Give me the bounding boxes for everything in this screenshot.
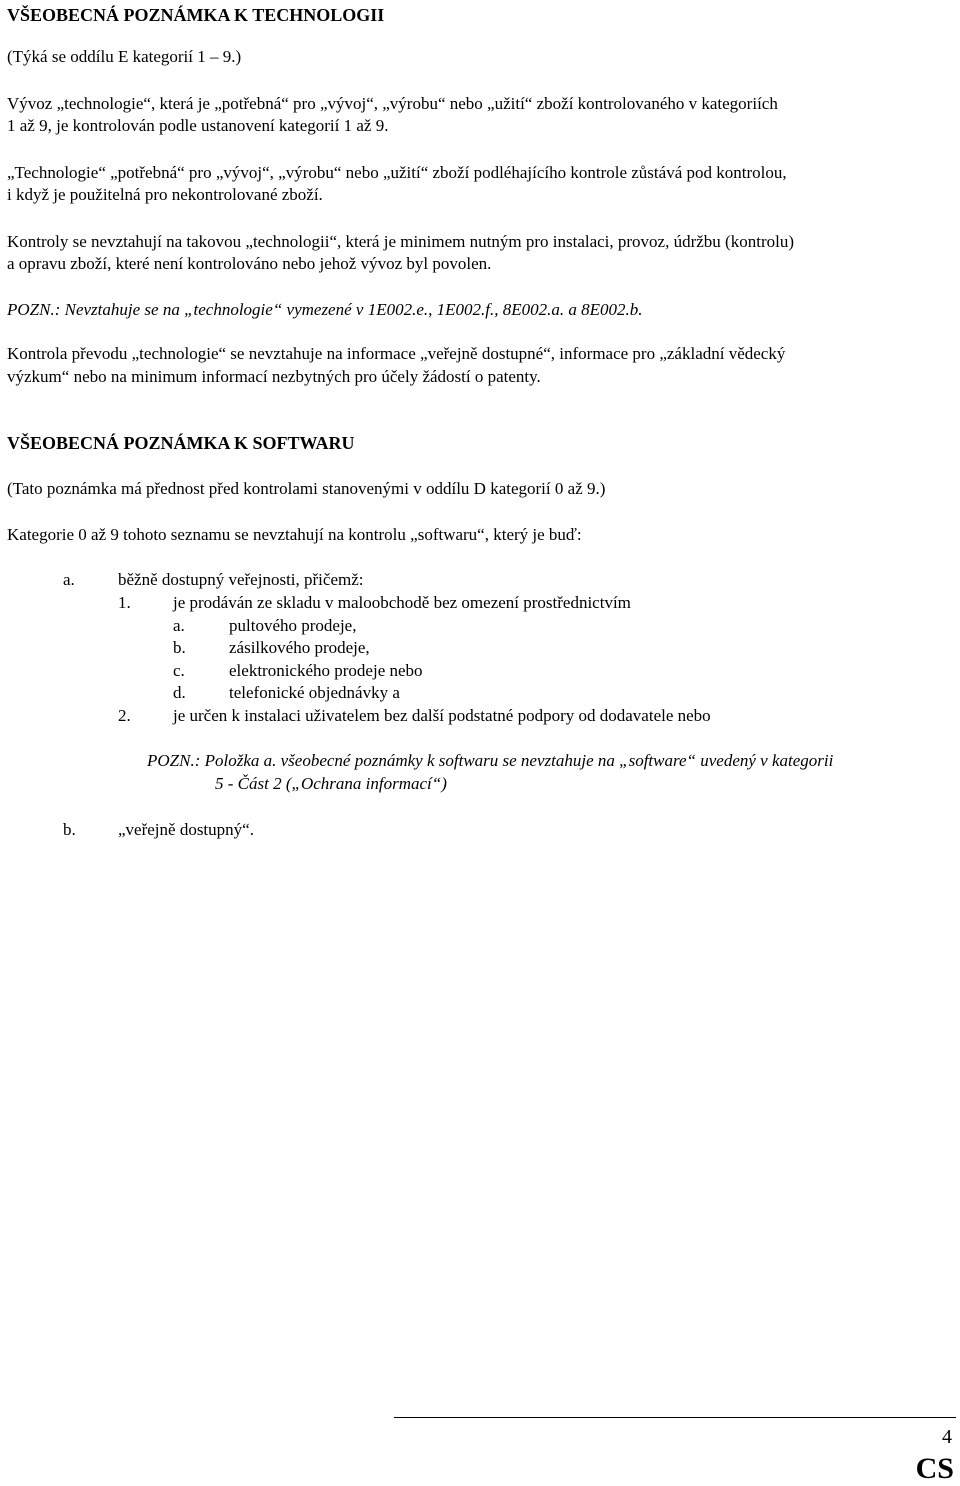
technology-paragraph-3-line-2: a opravu zboží, které není kontrolováno nebo jehož vývoz byl povolen. [7,254,492,273]
list-item-a1a-label: a. [173,616,185,635]
technology-paragraph-4-line-1: Kontrola převodu „technologie“ se nevztahuje na informace „veřejně dostupné“, informace pro „základní vědecký [7,344,786,363]
list-item-a1d-text: telefonické objednávky a [229,683,400,702]
software-note-remark-line-1: POZN.: Položka a. všeobecné poznámky k softwaru se nevztahuje na „software“ uvedený v kategorii [147,751,834,770]
footer-divider [394,1417,956,1418]
software-note-precedence: (Tato poznámka má přednost před kontrolami stanovenými v oddílu D kategorií 0 až 9.) [7,479,606,498]
list-item-a2-label: 2. [118,706,131,725]
list-item-a1b-text: zásilkového prodeje, [229,638,370,657]
list-item-a1c-label: c. [173,661,185,680]
technology-paragraph-1-line-2: 1 až 9, je kontrolován podle ustanovení kategorií 1 až 9. [7,116,389,135]
technology-paragraph-2-line-2: i když je použitelná pro nekontrolované zboží. [7,185,323,204]
list-item-a1-label: 1. [118,593,131,612]
software-note-heading: VŠEOBECNÁ POZNÁMKA K SOFTWARU [7,433,355,453]
list-item-a1c-text: elektronického prodeje nebo [229,661,423,680]
list-item-a-text: běžně dostupný veřejnosti, přičemž: [118,570,364,589]
list-item-a2-text: je určen k instalaci uživatelem bez další podstatné podpory od dodavatele nebo [173,706,711,725]
list-item-a1-text: je prodáván ze skladu v maloobchodě bez omezení prostřednictvím [173,593,631,612]
list-item-b-text: „veřejně dostupný“. [118,820,254,839]
technology-paragraph-2-line-1: „Technologie“ „potřebná“ pro „vývoj“, „výrobu“ nebo „užití“ zboží podléhajícího kontrole zůstává pod kontrolou, [7,163,787,182]
software-note-intro: Kategorie 0 až 9 tohoto seznamu se nevztahují na kontrolu „softwaru“, který je buď: [7,525,582,544]
page-number: 4 [942,1426,952,1448]
list-item-b-label: b. [63,820,76,839]
technology-note-heading: VŠEOBECNÁ POZNÁMKA K TECHNOLOGII [7,5,385,25]
list-item-a-label: a. [63,570,75,589]
language-code: CS [915,1452,954,1485]
list-item-a1d-label: d. [173,683,186,702]
technology-paragraph-1-line-1: Vývoz „technologie“, která je „potřebná“ pro „vývoj“, „výrobu“ nebo „užití“ zboží kontrolovaného v kategoriích [7,94,778,113]
software-note-remark-line-2: 5 - Část 2 („Ochrana informací“) [215,774,447,793]
list-item-a1a-text: pultového prodeje, [229,616,357,635]
technology-note-remark: POZN.: Nevztahuje se na „technologie“ vymezené v 1E002.e., 1E002.f., 8E002.a. a 8E002.b. [7,300,643,319]
technology-paragraph-4-line-2: výzkum“ nebo na minimum informací nezbytných pro účely žádostí o patenty. [7,367,541,386]
list-item-a1b-label: b. [173,638,186,657]
technology-paragraph-3-line-1: Kontroly se nevztahují na takovou „technologii“, která je minimem nutným pro instalaci, provoz, údržbu (kontrolu) [7,232,794,251]
technology-note-scope: (Týká se oddílu E kategorií 1 – 9.) [7,47,242,66]
